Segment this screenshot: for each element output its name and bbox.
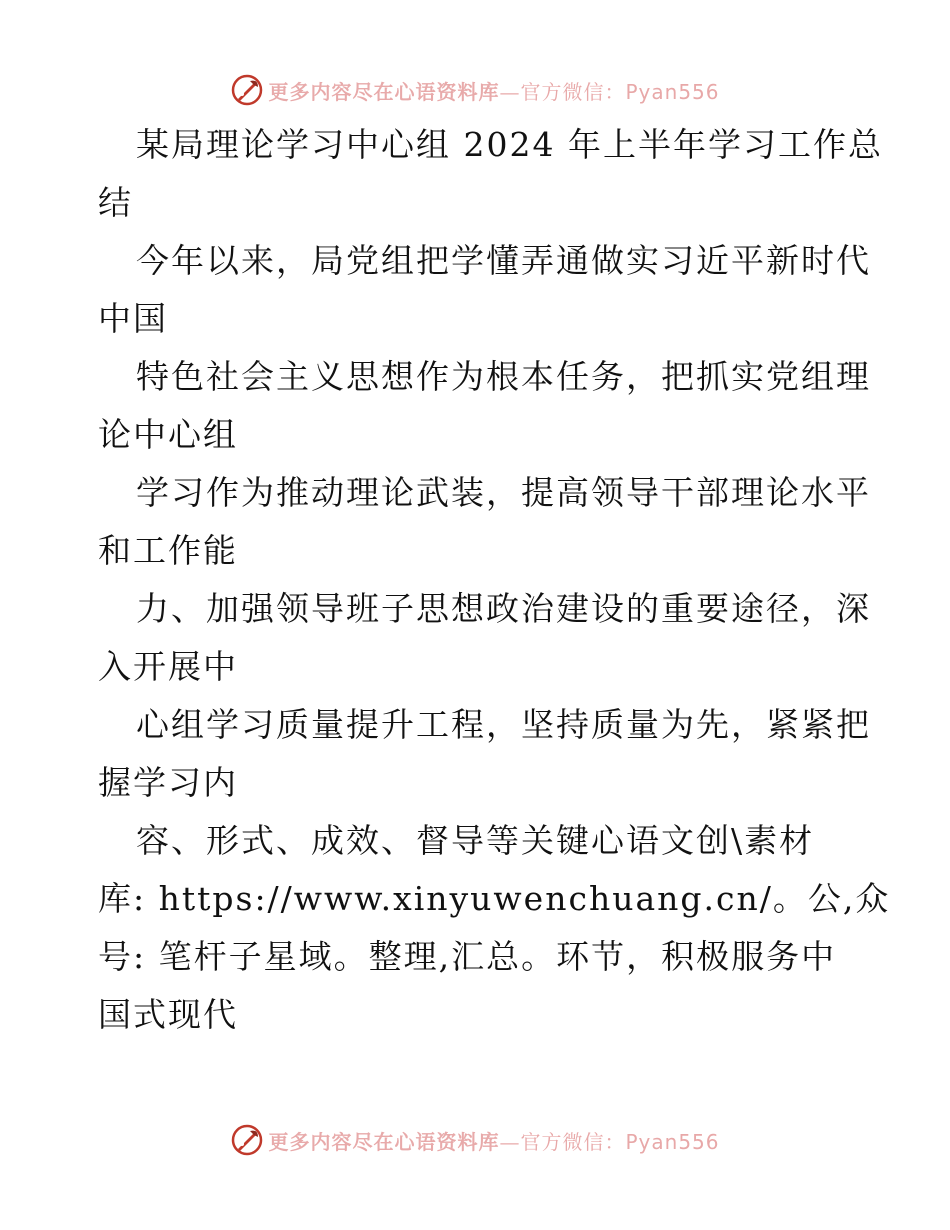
header-watermark-banner	[0, 70, 950, 110]
text-line-15: 号: 笔杆子星域。整理,汇总。环节，积极服务中	[98, 937, 837, 976]
text-line-6: 论中心组	[98, 415, 238, 454]
text-line-title-2: 结	[98, 183, 133, 222]
text-line-13: 容、形式、成效、督导等关键心语文创\素材	[136, 821, 815, 860]
footer-wechat-id: Pyan556	[625, 1129, 720, 1154]
text-line-10: 入开展中	[98, 647, 238, 686]
text-line-11: 心组学习质量提升工程，坚持质量为先，紧紧把	[136, 705, 871, 744]
text-line-9: 力、加强领导班子思想政治建设的重要途径，深	[136, 589, 871, 628]
text-line-4: 中国	[98, 299, 168, 338]
text-line-16: 国式现代	[98, 995, 238, 1034]
quill-logo-icon	[230, 1123, 264, 1157]
text-line-5: 特色社会主义思想作为根本任务，把抓实党组理	[136, 357, 871, 396]
text-line-12: 握学习内	[98, 763, 238, 802]
header-wechat-id: Pyan556	[625, 79, 720, 104]
footer-brand-text: 更多内容尽在心语资料库	[268, 1129, 500, 1154]
footer-watermark-banner	[0, 1120, 950, 1160]
footer-wechat-label: 官方微信：	[520, 1129, 626, 1154]
header-separator: —	[499, 79, 521, 104]
text-line-3: 今年以来，局党组把学懂弄通做实习近平新时代	[136, 241, 871, 280]
text-line-title-1: 某局理论学习中心组 2024 年上半年学习工作总	[136, 125, 883, 164]
header-wechat-label: 官方微信：	[520, 79, 626, 104]
header-brand-text: 更多内容尽在心语资料库	[268, 79, 500, 104]
text-line-14: 库: https://www.xinyuwenchuang.cn/。公,众	[98, 879, 891, 918]
header-watermark-text	[268, 76, 719, 105]
text-line-8: 和工作能	[98, 531, 238, 570]
document-body	[98, 116, 891, 1044]
quill-logo-icon	[230, 73, 264, 107]
footer-watermark-text	[268, 1126, 719, 1155]
text-line-7: 学习作为推动理论武装，提高领导干部理论水平	[136, 473, 871, 512]
footer-separator: —	[499, 1129, 521, 1154]
